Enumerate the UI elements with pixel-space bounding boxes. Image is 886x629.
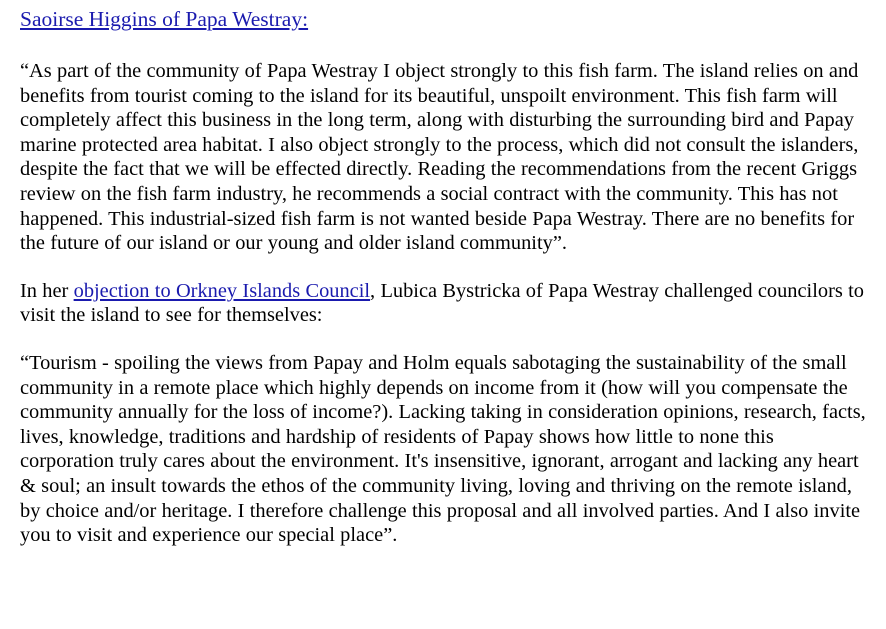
intro-paragraph-lubica-bystricka — [20, 279, 872, 328]
intro-text-after-link: , Lubica Bystricka of Papa Westray challenged councilors to visit the island to see for themselves: — [20, 279, 864, 327]
spacer — [20, 32, 872, 59]
quote-paragraph-lubica-bystricka: “Tourism - spoiling the views from Papay and Holm equals sabotaging the sustainability of the small community in a remote place which highly depends on income from it (how will you compensate the community annually for the loss of income?). Lacking taking in consideration opinions, research, facts, lives, knowledge, traditions and hardship of residents of Papay shows how little to none this corporation truly cares about the environment. It's insensitive, ignorant, arrogant and lacking any heart & soul; an insult towards the ethos of the community living, loving and thriving on the remote island, by choice and/or heritage. I therefore challenge this proposal and all involved parties. And I also invite you to visit and experience our special place”. — [20, 351, 866, 547]
intro-text-before-link: In her — [20, 279, 74, 302]
section-heading — [20, 6, 872, 32]
objection-to-orkney-islands-council-link[interactable]: objection to Orkney Islands Council — [73, 279, 371, 302]
spacer — [20, 256, 872, 279]
spacer — [20, 328, 872, 351]
saoirse-higgins-link[interactable]: Saoirse Higgins of Papa Westray: — [20, 7, 309, 31]
quote-paragraph-saoirse-higgins: “As part of the community of Papa Westray I object strongly to this fish farm. The island relies on and benefits from tourist coming to the island for its beautiful, unspoilt environment. This fish farm will completely affect this business in the long term, along with disturbing the surrounding bird and Papay marine protected area habitat. I also object strongly to the process, which did not consult the islanders, despite the fact that we will be effected directly. Reading the recommendations from the recent Griggs review on the fish farm industry, he recommends a social contract with the community. This has not happened. This industrial-sized fish farm is not wanted beside Papa Westray. There are no benefits for the future of our island or our young and older island community”. — [20, 60, 859, 255]
